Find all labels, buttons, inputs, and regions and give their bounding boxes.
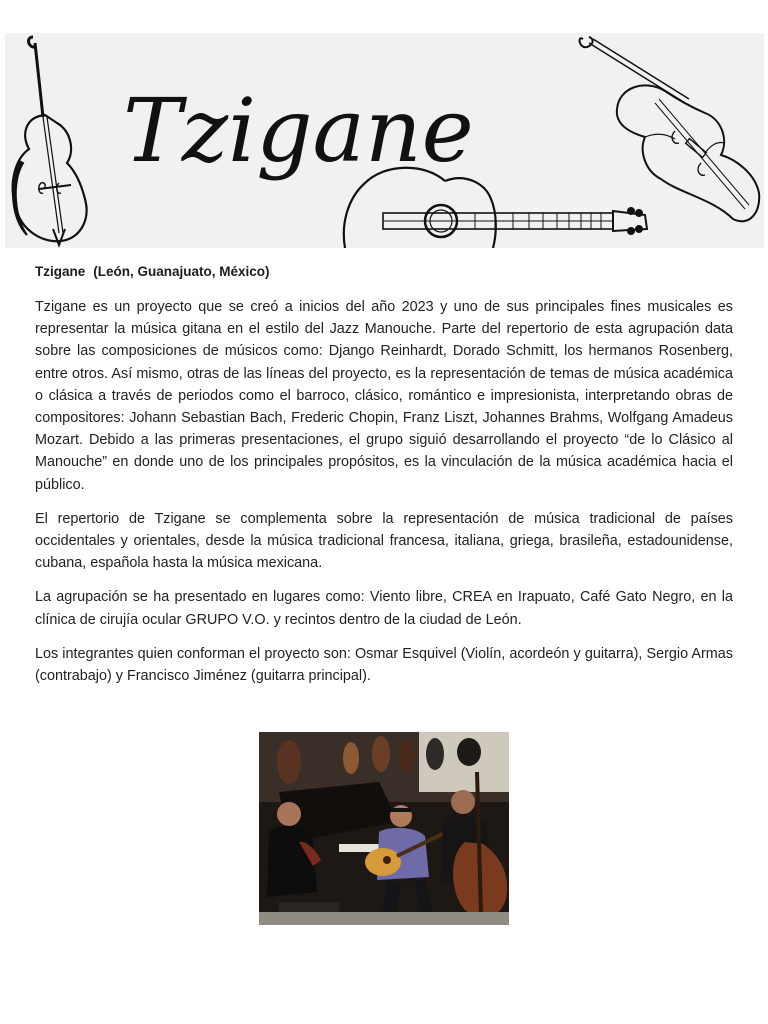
document-heading (35, 262, 733, 282)
header-banner (5, 33, 764, 248)
violin-illustration (580, 37, 760, 221)
heading-location: (León, Guanajuato, México) (93, 264, 270, 279)
band-photo (259, 732, 509, 925)
paragraph-members: Los integrantes quien conforman el proyecto son: Osmar Esquivel (Violín, acordeón y guitarra), Sergio Armas (contrabajo) y Francisco Jiménez (guitarra principal). (35, 645, 733, 685)
paragraph-venues: La agrupación se ha presentado en lugares como: Viento libre, CREA en Irapuato, Café Gato Negro, en la clínica de cirujía ocular GRUPO V.O. y recintos dentro de la ciudad de León. (35, 589, 733, 628)
document-body (35, 262, 733, 699)
band-photo-artwork (259, 732, 509, 925)
double-bass-illustration (13, 37, 87, 245)
banner-artwork (5, 33, 764, 248)
paragraph-intro: Tzigane es un proyecto que se creó a inicios del año 2023 y uno de sus principales fines musicales es representar la música gitana en el estilo del Jazz Manouche. Parte del repertorio de esta agrupación data sobre las composiciones de músicos como: Django Reinhardt, Dorado Schmitt, los hermanos Rosenberg, entre otros. Así mismo, otras de las líneas del proyecto, es la representación de temas de música académica o clásica a través de periodos como el barroco, clásico, romántico e impresionista, interpretando obras de compositores: Johann Sebastian Bach, Frederic Chopin, Franz Liszt, Johannes Brahms, Wolfgang Amadeus Mozart. Debido a las primeras presentaciones, el grupo siguió desarrollando el proyecto “de lo Clásico al Manouche” en donde uno de los principales propósitos, es la vinculación de la música académica hacia el público. (35, 299, 733, 493)
banner-title: Tzigane (123, 79, 474, 182)
heading-name: Tzigane (35, 264, 86, 279)
paragraph-repertoire: El repertorio de Tzigane se complementa sobre la representación de música tradicional de países occidentales y orientales, desde la música tradicional francesa, italiana, griega, brasileña, estadounidense, cubana, española hasta la música mexicana. (35, 510, 733, 572)
